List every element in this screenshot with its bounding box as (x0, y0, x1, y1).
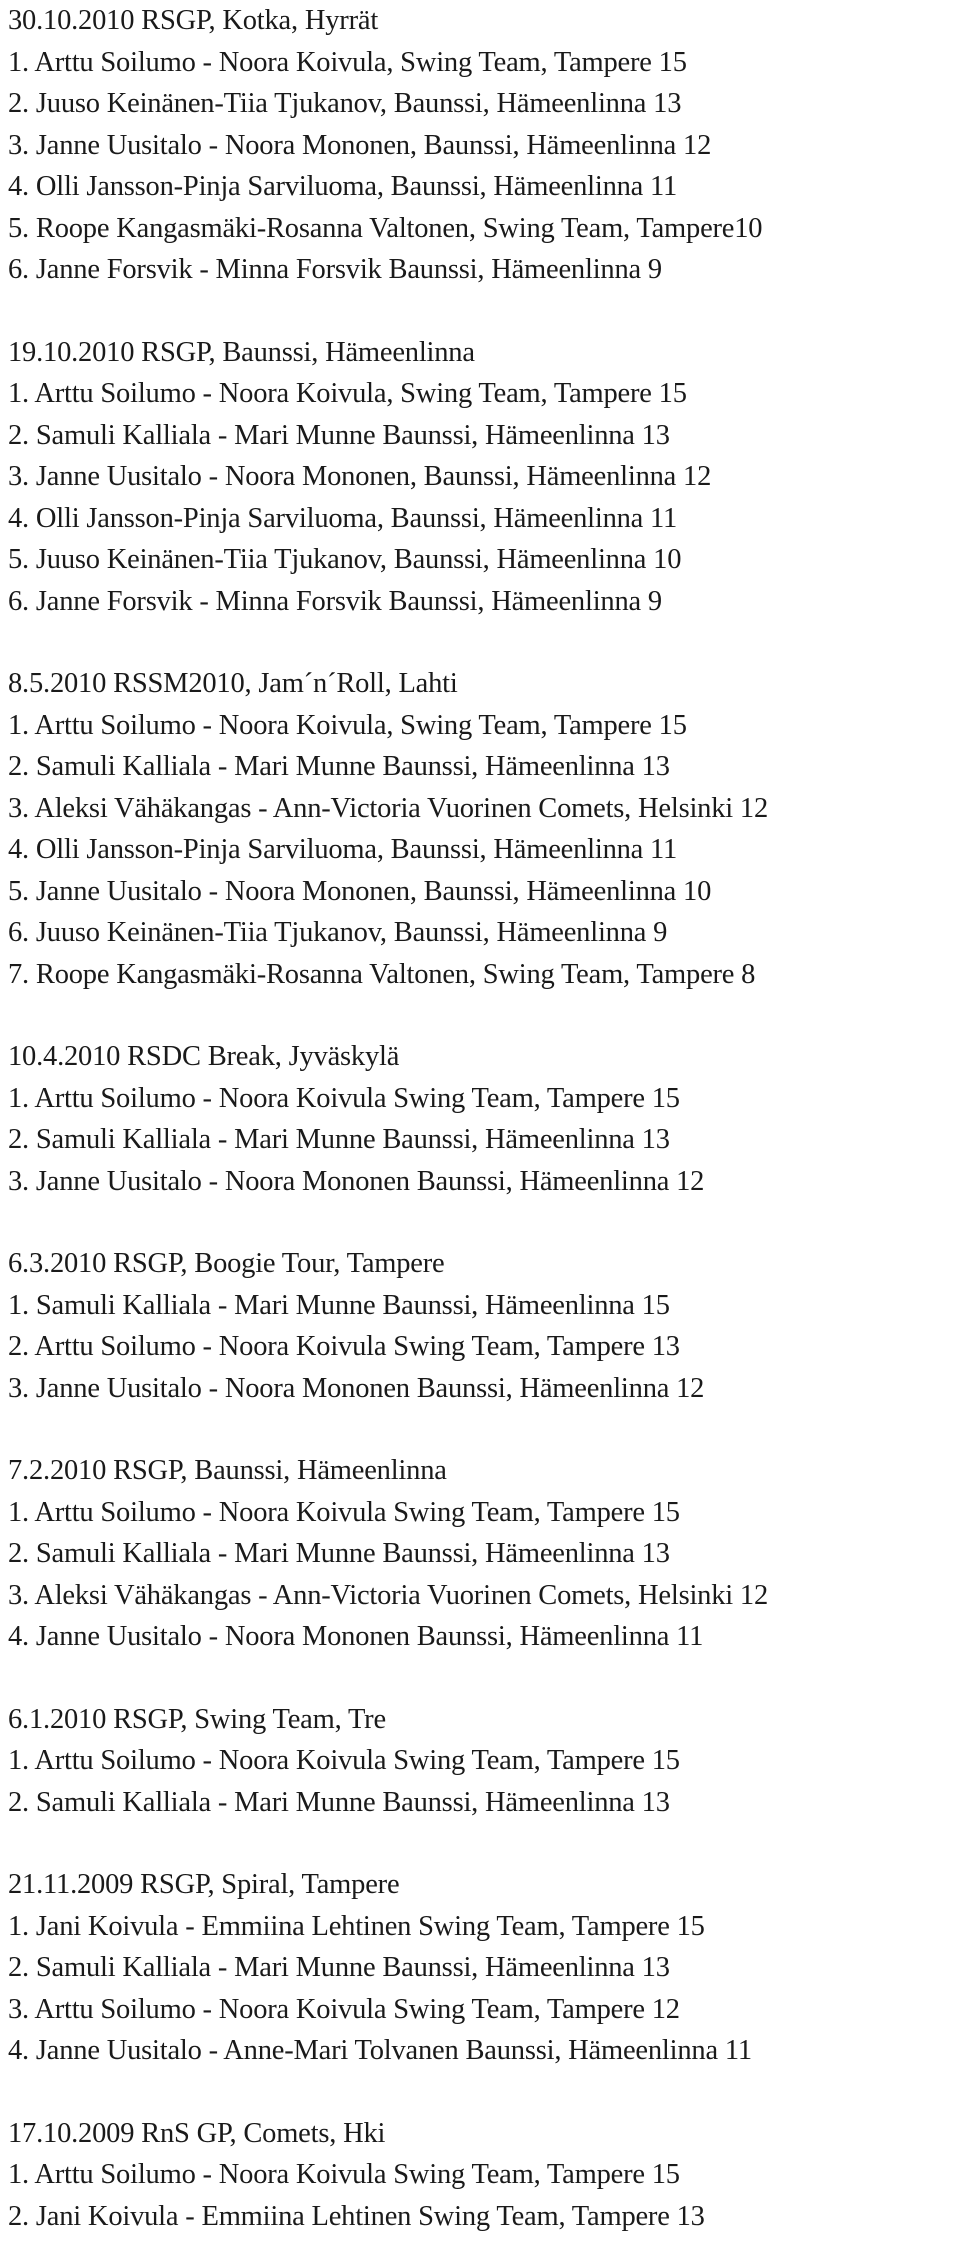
result-line: 4. Janne Uusitalo - Noora Mononen Baunssi, Hämeenlinna 11 (8, 1621, 704, 1652)
event-header: 30.10.2010 RSGP, Kotka, Hyrrät (8, 5, 379, 36)
result-line: 2. Samuli Kalliala - Mari Munne Baunssi, Hämeenlinna 13 (8, 1786, 670, 1818)
result-line: 2. Juuso Keinänen-Tiia Tjukanov, Baunssi, Hämeenlinna 13 (8, 88, 682, 119)
competition-event (8, 2113, 960, 2238)
competition-event (8, 663, 960, 995)
event-header: 21.11.2009 RSGP, Spiral, Tampere (8, 1869, 400, 1900)
competition-event (8, 0, 960, 291)
result-line: 3. Janne Uusitalo - Noora Mononen, Baunssi, Hämeenlinna 12 (8, 461, 712, 492)
competition-event (8, 1243, 960, 1409)
result-line: 2. Samuli Kalliala - Mari Munne Baunssi, Hämeenlinna 13 (8, 419, 670, 451)
result-line: 1. Arttu Soilumo - Noora Koivula, Swing Team, Tampere 15 (8, 709, 687, 741)
result-line: 2. Samuli Kalliala - Mari Munne Baunssi, Hämeenlinna 13 (8, 1538, 670, 1569)
result-line: 6. Janne Forsvik - Minna Forsvik Baunssi, Hämeenlinna 9 (8, 585, 662, 617)
result-line: 3. Janne Uusitalo - Noora Mononen Baunssi, Hämeenlinna 12 (8, 1165, 705, 1197)
result-line: 6. Janne Forsvik - Minna Forsvik Baunssi, Hämeenlinna 9 (8, 254, 662, 285)
result-line: 3. Arttu Soilumo - Noora Koivula Swing Team, Tampere 12 (8, 1993, 680, 2025)
event-header: 6.3.2010 RSGP, Boogie Tour, Tampere (8, 1248, 445, 1279)
result-line: 4. Olli Jansson-Pinja Sarviluoma, Baunssi, Hämeenlinna 11 (8, 834, 678, 865)
competition-event (8, 332, 960, 623)
competition-event (8, 1450, 960, 1658)
result-line: 3. Janne Uusitalo - Noora Mononen Baunssi, Hämeenlinna 12 (8, 1372, 705, 1404)
event-header: 8.5.2010 RSSM2010, Jam´n´Roll, Lahti (8, 668, 458, 699)
competition-event (8, 1864, 960, 2072)
result-line: 2. Samuli Kalliala - Mari Munne Baunssi, Hämeenlinna 13 (8, 751, 670, 782)
result-line: 1. Arttu Soilumo - Noora Koivula Swing Team, Tampere 15 (8, 1496, 680, 1528)
result-line: 3. Aleksi Vähäkangas - Ann-Victoria Vuorinen Comets, Helsinki 12 (8, 792, 769, 824)
result-line: 3. Aleksi Vähäkangas - Ann-Victoria Vuorinen Comets, Helsinki 12 (8, 1579, 769, 1611)
result-line: 1. Arttu Soilumo - Noora Koivula Swing Team, Tampere 15 (8, 1082, 680, 1114)
result-line: 2. Jani Koivula - Emmiina Lehtinen Swing Team, Tampere 13 (8, 2200, 705, 2232)
result-line: 2. Samuli Kalliala - Mari Munne Baunssi, Hämeenlinna 13 (8, 1124, 670, 1155)
event-header: 7.2.2010 RSGP, Baunssi, Hämeenlinna (8, 1455, 447, 1486)
competition-event (8, 1699, 960, 1824)
result-line: 2. Arttu Soilumo - Noora Koivula Swing Team, Tampere 13 (8, 1331, 680, 1362)
result-line: 4. Olli Jansson-Pinja Sarviluoma, Baunssi, Hämeenlinna 11 (8, 502, 678, 534)
result-line: 1. Arttu Soilumo - Noora Koivula Swing Team, Tampere 15 (8, 2159, 680, 2190)
event-header: 6.1.2010 RSGP, Swing Team, Tre (8, 1703, 386, 1735)
event-header: 17.10.2009 RnS GP, Comets, Hki (8, 2117, 386, 2149)
result-line: 1. Jani Koivula - Emmiina Lehtinen Swing Team, Tampere 15 (8, 1910, 705, 1942)
result-line: 1. Arttu Soilumo - Noora Koivula Swing Team, Tampere 15 (8, 1745, 680, 1776)
result-line: 1. Arttu Soilumo - Noora Koivula, Swing Team, Tampere 15 (8, 378, 687, 409)
event-header: 19.10.2010 RSGP, Baunssi, Hämeenlinna (8, 336, 475, 368)
result-line: 1. Arttu Soilumo - Noora Koivula, Swing Team, Tampere 15 (8, 46, 687, 78)
result-line: 6. Juuso Keinänen-Tiia Tjukanov, Baunssi, Hämeenlinna 9 (8, 917, 668, 948)
event-header: 10.4.2010 RSDC Break, Jyväskylä (8, 1041, 400, 1072)
result-line: 5. Janne Uusitalo - Noora Mononen, Baunssi, Hämeenlinna 10 (8, 875, 712, 907)
result-line: 5. Roope Kangasmäki-Rosanna Valtonen, Swing Team, Tampere10 (8, 212, 763, 244)
result-line: 3. Janne Uusitalo - Noora Mononen, Baunssi, Hämeenlinna 12 (8, 129, 712, 161)
result-line: 1. Samuli Kalliala - Mari Munne Baunssi, Hämeenlinna 15 (8, 1289, 670, 1321)
result-line: 4. Janne Uusitalo - Anne-Mari Tolvanen Baunssi, Hämeenlinna 11 (8, 2035, 752, 2066)
result-line: 5. Juuso Keinänen-Tiia Tjukanov, Baunssi, Hämeenlinna 10 (8, 544, 682, 575)
result-line: 2. Samuli Kalliala - Mari Munne Baunssi, Hämeenlinna 13 (8, 1952, 670, 1983)
result-line: 7. Roope Kangasmäki-Rosanna Valtonen, Swing Team, Tampere 8 (8, 958, 756, 990)
result-line: 4. Olli Jansson-Pinja Sarviluoma, Baunssi, Hämeenlinna 11 (8, 171, 678, 202)
competition-event (8, 1036, 960, 1202)
